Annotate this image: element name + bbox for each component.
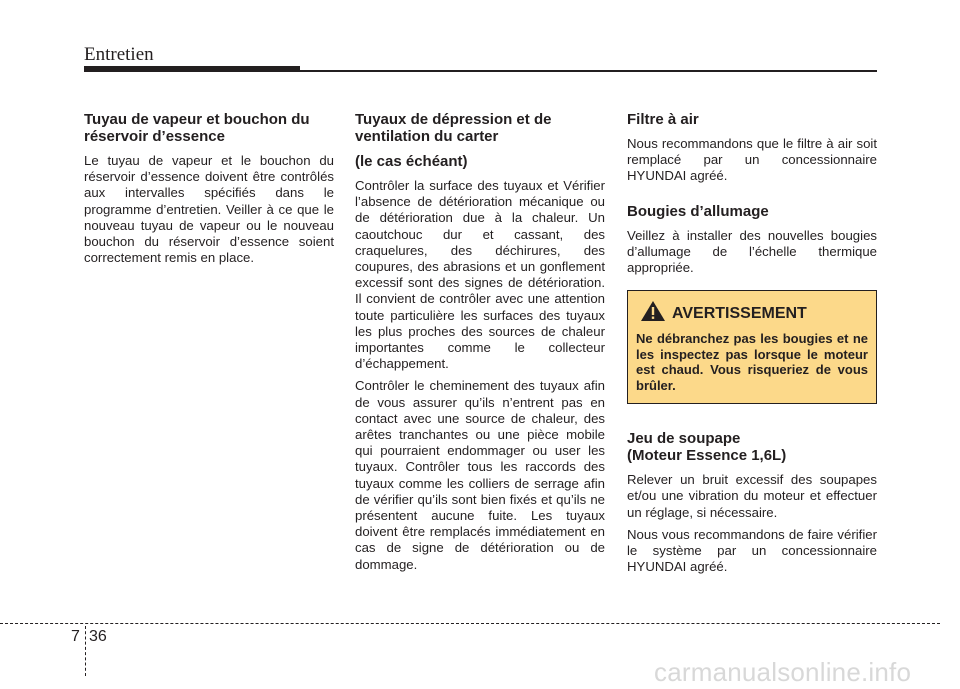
warning-header bbox=[636, 300, 868, 327]
page-title: Entretien bbox=[84, 44, 154, 65]
header-rule-thick bbox=[84, 66, 300, 72]
warning-title: AVERTISSEMENT bbox=[672, 304, 807, 322]
chapter-number: 7 bbox=[71, 628, 80, 645]
right-column bbox=[627, 111, 877, 581]
valve-clearance-body-1: Relever un bruit excessif des soupapes et/ou une vibration du moteur et effectuer un réglage, si nécessaire. bbox=[627, 472, 877, 520]
warning-text: Ne débranchez pas les bougies et ne les inspectez pas lorsque le moteur est chaud. Vous risqueriez de vous brûler. bbox=[636, 331, 868, 393]
spark-plugs-body: Veillez à installer des nouvelles bougies d’allumage de l’échelle thermique appropriée. bbox=[627, 227, 877, 276]
valve-clearance-heading: Jeu de soupape bbox=[627, 430, 741, 448]
footer-rule bbox=[0, 623, 940, 624]
air-filter-heading: Filtre à air bbox=[627, 111, 699, 128]
vapor-hose-heading: Tuyau de vapeur et bouchon du réservoir d’essence bbox=[84, 111, 310, 145]
vacuum-hoses-body-2: Contrôler le cheminement des tuyaux afin de vous assurer qu’ils n’entrent pas en contact avec une source de chaleur, des arêtes tranchantes ou une pièce mobile qui pourraient endommager ou user les tuyaux. Contrôler tous les raccords des tuyaux comme les colliers de serrage afin de vérifier qu’ils sont bien fixés et qu’ils ne présentent aucune fuite. Les tuyaux doivent être remplacés immédiatement en cas de signe de détérioration ou de dommage. bbox=[355, 378, 605, 572]
vacuum-hoses-body-1: Contrôler la surface des tuyaux et Vérifier l’absence de détérioration mécanique ou de détérioration due à la chaleur. Un caoutchouc dur et cassant, des craquelures, des déchirures, des coupures, des abrasions et un gonflement excessif sont des signes de détérioration. Il convient de contrôler avec une attention toute particulière les surfaces des tuyaux les plus proches des sources de chaleur importantes comme le collecteur d’échappement. bbox=[355, 178, 605, 372]
air-filter-body: Nous recommandons que le filtre à air soit remplacé par un concessionnaire HYUNDAI agréé. bbox=[627, 136, 877, 184]
vapor-hose-body: Le tuyau de vapeur et le bouchon du réservoir d’essence doivent être contrôlés aux intervalles spécifiés dans le programme d’entretien. Veiller à ce que le nouveau tuyau de vapeur ou le nouveau bouchon du réservoir d’essence soient correctement remis en place. bbox=[84, 153, 334, 266]
vacuum-hoses-heading: Tuyaux de dépression et de ventilation du carter bbox=[355, 111, 552, 145]
left-column bbox=[84, 111, 334, 272]
page-number: 36 bbox=[89, 628, 107, 645]
vacuum-hoses-subheading: (le cas échéant) bbox=[355, 153, 468, 170]
warning-triangle-icon bbox=[636, 300, 672, 327]
middle-column bbox=[355, 111, 605, 579]
spark-plugs-heading: Bougies d’allumage bbox=[627, 202, 769, 220]
watermark: carmanualsonline.info bbox=[654, 657, 912, 687]
footer-divider bbox=[85, 626, 86, 676]
valve-clearance-subheading: (Moteur Essence 1,6L) bbox=[627, 447, 787, 465]
header-rule-thin bbox=[300, 70, 877, 72]
valve-clearance-body-2: Nous vous recommandons de faire vérifier le système par un concessionnaire HYUNDAI agréé. bbox=[627, 526, 877, 575]
warning-box bbox=[627, 290, 877, 404]
